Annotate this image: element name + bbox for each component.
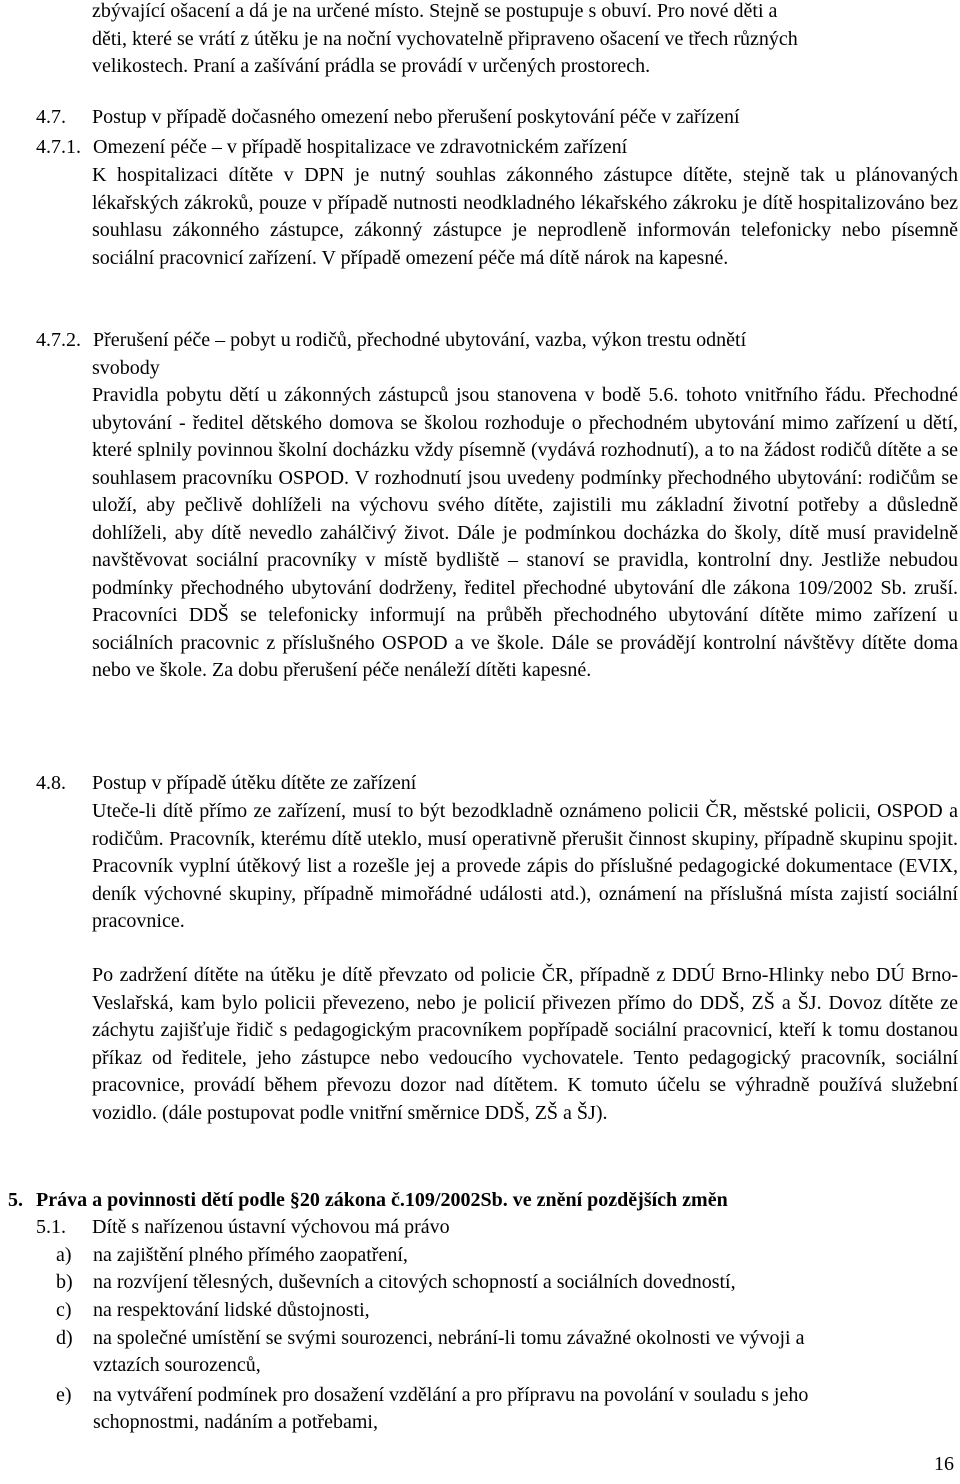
section-4-7-2-title-line-1: Přerušení péče – pobyt u rodičů, přechodné ubytování, vazba, výkon trestu odnětí [93, 329, 747, 351]
intro-line-2: děti, které se vrátí z útěku je na noční vychovatelně připraveno ošacení ve třech různých [92, 27, 798, 50]
page-number: 16 [934, 1453, 954, 1475]
section-4-7-1-body: K hospitalizaci dítěte v DPN je nutný souhlas zákonného zástupce dítěte, stejně tak u plánovaných lékařských zákroků, pouze v případě nutnosti neodkladného lékařského zákroku je dítě hospitalizováno bez souhlasu zákonného zástupce, zákonný zástupce je neprodleně informován telefonicky nebo písemně sociální pracovnicí zařízení. V případě omezení péče má dítě nárok na kapesné. [92, 164, 958, 269]
list-item-text: schopnostmi, nadáním a potřebami, [93, 1411, 378, 1433]
list-item-text: na rozvíjení tělesných, duševních a citových schopností a sociálních dovedností, [93, 1271, 736, 1293]
section-4-8-paragraph-1: Uteče-li dítě přímo ze zařízení, musí to být bezodkladně oznámeno policii ČR, městské policii, OSPOD a rodičům. Pracovník, kterému dítě uteklo, musí operativně přerušit činnost skupiny, případně skupinu spojit. Pracovník vyplní útěkový list a rozešle jej a provede zápis do příslušné pedagogické dokumentace (EVIX, deník výchovné skupiny, případně mimořádné události atd.), oznámení na příslušná místa zajistí sociální pracovnice. [92, 800, 958, 932]
list-item-label: d) [56, 1327, 73, 1349]
section-4-7-2-body: Pravidla pobytu dětí u zákonných zástupců jsou stanovena v bodě 5.6. tohoto vnitřního řádu. Přechodné ubytování - ředitel dětského domova se školou rozhoduje o přechodném ubytování mimo zařízení u dětí, které splnily povinnou školní docházku vždy písemně (vydává rozhodnutí), a to na žádost rodičů dítěte a se souhlasem pracovníku OSPOD. V rozhodnutí jsou uvedeny podmínky přechodného ubytování: rodičům se uloží, aby pečlivě dohlíželi na výchovu svého dítěte, zajistili mu základní životní potřeby a důsledně dohlíželi, aby dítě nevedlo zahálčivý život. Dále je podmínkou docházka do školy, dítě musí pravidelně navštěvovat sociální pracovníky v místě bydliště – stanoví se pravidla, kontrolní dny. Jestliže nebudou podmínky přechodného ubytování dodrženy, ředitel přechodné ubytování dle zákona 109/2002 Sb. zruší. Pracovníci DDŠ se telefonicky informují na průběh přechodného ubytování dítěte mimo zařízení u sociálních pracovnic z příslušného OSPOD a ve škole. Dále se provádějí kontrolní návštěvy dítěte doma nebo ve škole. Za dobu přerušení péče nenáleží dítěti kapesné. [92, 384, 958, 681]
section-4-7-number: 4.7. [36, 106, 66, 128]
section-4-7-1-title: Omezení péče – v případě hospitalizace ve zdravotnickém zařízení [93, 136, 628, 158]
list-item-label: c) [56, 1299, 72, 1321]
list-item-label: e) [56, 1384, 72, 1406]
section-4-8-paragraph-2: Po zadržení dítěte na útěku je dítě převzato od policie ČR, případně z DDÚ Brno-Hlinky nebo DÚ Brno-Veslařská, kam bylo policii převezeno, nebo je policií přivezen přímo do DDŠ, ZŠ a ŠJ. Dovoz dítěte ze záchytu zajišťuje řidič s pedagogickým pracovníkem popřípadě sociální pracovnicí, kteří k tomu dostanou příkaz od ředitele, jeho zástupce nebo vedoucího vychovatele. Tento pedagogický pracovník, sociální pracovnice, provádí během převozu dozor nad dítětem. K tomuto účelu se výhradně používá služební vozidlo. (dále postupovat podle vnitřní směrnice DDŠ, ZŠ a ŠJ). [92, 964, 958, 1124]
section-4-7-2-title-line-2: svobody [92, 357, 160, 379]
list-item-text: na společné umístění se svými sourozenci, nebrání-li tomu závažné okolnosti ve vývoji a [93, 1327, 805, 1349]
section-5-title: Práva a povinnosti dětí podle §20 zákona č.109/2002Sb. ve znění pozdějších změn [36, 1189, 728, 1211]
intro-line-3: velikostech. Praní a zašívání prádla se provádí v určených prostorech. [92, 55, 651, 77]
list-item-label: b) [56, 1271, 73, 1293]
intro-paragraph [92, 0, 958, 81]
section-5-1-number: 5.1. [36, 1216, 66, 1238]
list-item-text: na vytváření podmínek pro dosažení vzdělání a pro přípravu na povolání v souladu s jeho [93, 1384, 809, 1406]
intro-line-1: zbývající ošacení a dá je na určené místo. Stejně se postupuje s obuví. Pro nové děti a [92, 0, 778, 22]
section-5-1-title: Dítě s nařízenou ústavní výchovou má právo [92, 1216, 450, 1238]
section-4-7-2-number: 4.7.2. [36, 329, 81, 351]
section-4-7-1-number: 4.7.1. [36, 136, 81, 158]
section-4-8-number: 4.8. [36, 772, 66, 794]
list-item-text: na respektování lidské důstojnosti, [93, 1299, 370, 1321]
section-4-8-title: Postup v případě útěku dítěte ze zařízení [92, 772, 417, 794]
list-item-text: vztazích sourozenců, [93, 1354, 261, 1376]
list-item-text: na zajištění plného přímého zaopatření, [93, 1244, 408, 1266]
section-4-7-title: Postup v případě dočasného omezení nebo přerušení poskytování péče v zařízení [92, 106, 740, 128]
section-5-number: 5. [8, 1189, 23, 1211]
list-item-label: a) [56, 1244, 72, 1266]
